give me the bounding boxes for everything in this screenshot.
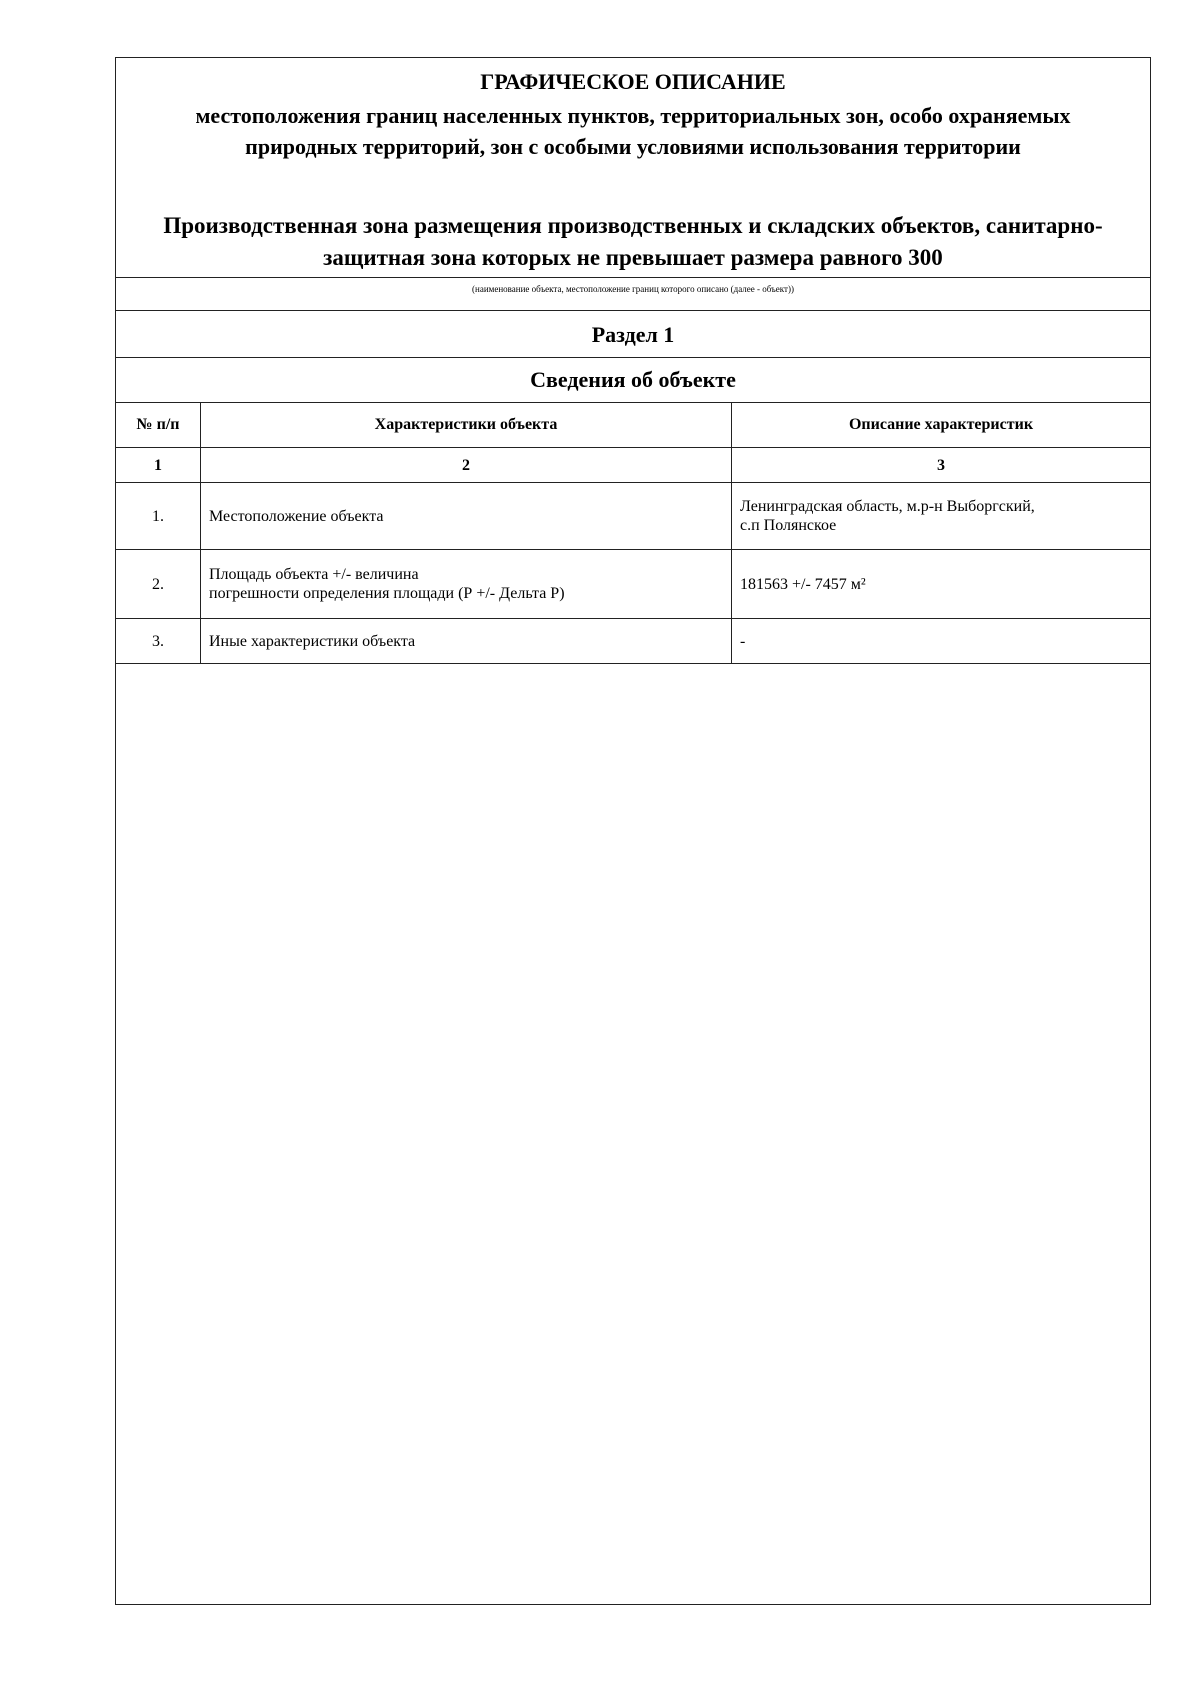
description-line: - <box>740 632 746 650</box>
table-row-characteristic <box>201 619 731 663</box>
table-row-characteristic <box>201 483 731 549</box>
table-col-number: 3 <box>937 456 945 474</box>
table-row-number: 1. <box>152 507 164 525</box>
table-col-number: 1 <box>154 456 162 474</box>
characteristic-line: погрешности определения площади (Р +/- Дельта Р) <box>209 585 565 602</box>
table-row-characteristic <box>201 550 731 618</box>
table-col-number: 2 <box>462 456 470 474</box>
table-row-description <box>732 550 1150 618</box>
divider-line <box>116 277 1150 278</box>
divider-line <box>116 310 1150 311</box>
document-header <box>116 58 1150 279</box>
table-row-number: 3. <box>152 632 164 650</box>
table-header-description: Описание характеристик <box>848 416 1034 433</box>
table-row-description <box>732 619 1150 663</box>
section-number: Раздел 1 <box>591 322 675 347</box>
description-line: с.п Полянское <box>740 517 837 534</box>
table-header-number: № п/п <box>136 416 180 433</box>
table-header-characteristic: Характеристики объекта <box>374 416 558 433</box>
characteristic-line: Местоположение объекта <box>209 507 384 525</box>
description-line: Ленинградская область, м.р-н Выборгский, <box>740 498 1035 515</box>
document-subtitle: местоположения границ населенных пунктов, территориальных зон, особо охраняемых природных территорий, зон с особыми условиями использования территории <box>195 103 1071 159</box>
characteristic-line: Иные характеристики объекта <box>209 632 416 650</box>
object-name: Производственная зона размещения производственных и складских объектов, санитарно-защитная зона которых не превышает размера равного 300 <box>163 213 1103 270</box>
description-line: 181563 +/- 7457 м² <box>740 575 866 593</box>
document-title: ГРАФИЧЕСКОЕ ОПИСАНИЕ <box>480 69 786 94</box>
object-caption: (наименование объекта, местоположение границ которого описано (далее - объект)) <box>472 284 794 294</box>
characteristic-line: Площадь объекта +/- величина <box>209 566 419 583</box>
table-row-description <box>732 483 1150 549</box>
table-row-number: 2. <box>152 575 164 593</box>
section-title: Сведения об объекте <box>530 367 736 392</box>
table-row-divider <box>116 663 1150 664</box>
document-sheet <box>115 57 1151 1605</box>
